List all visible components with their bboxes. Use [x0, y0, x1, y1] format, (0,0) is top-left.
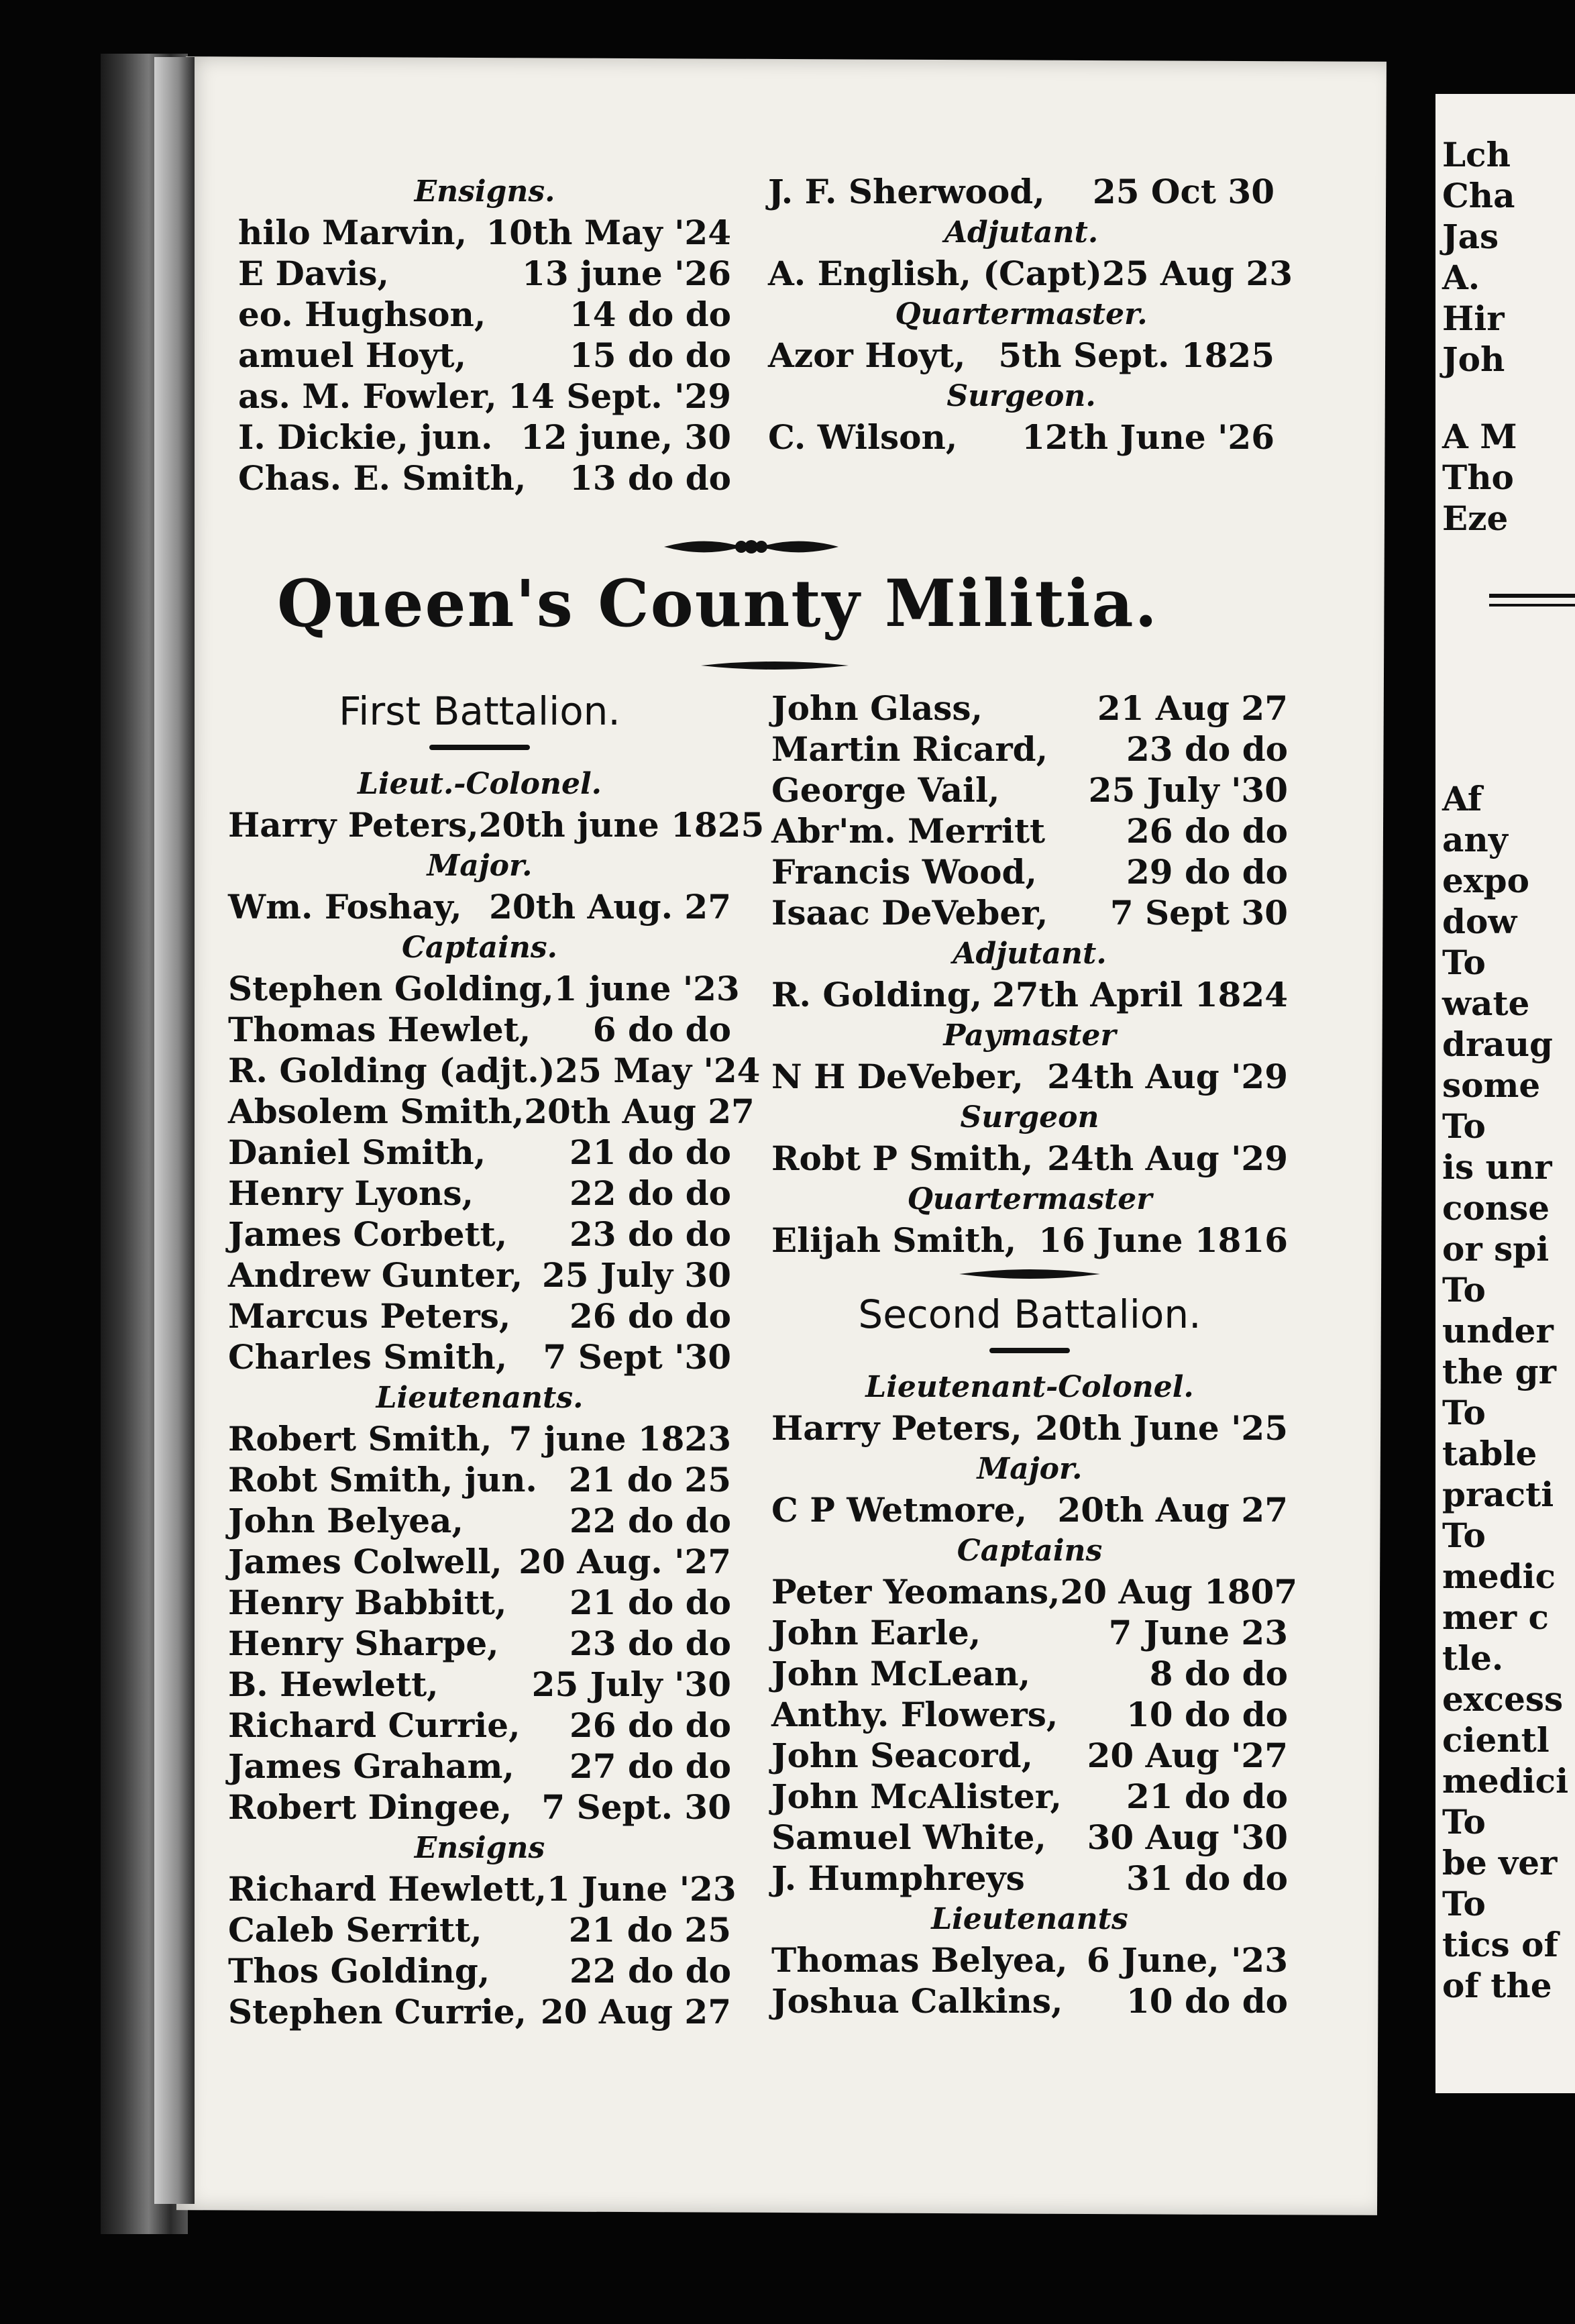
list-item	[238, 335, 731, 376]
list-item	[771, 1056, 1288, 1097]
officer-name: George Vail,	[771, 770, 1000, 810]
section-heading: Major.	[427, 849, 533, 883]
officer-name: Andrew Gunter,	[228, 1255, 523, 1295]
commission-date: 21 Aug 27	[1097, 688, 1288, 728]
list-item	[768, 171, 1274, 212]
officer-name: Richard Currie,	[228, 1705, 521, 1745]
commission-date: 7 Sept. 30	[541, 1787, 731, 1827]
list-item	[228, 1214, 731, 1255]
list-item	[228, 1336, 731, 1377]
page-title: Queen's County Militia.	[277, 566, 1158, 641]
officer-name: Absolem Smith,	[228, 1092, 525, 1131]
list-item	[228, 1664, 731, 1705]
officer-name: amuel Hoyt,	[238, 335, 467, 375]
page-edge	[154, 57, 195, 2204]
text-line: draug	[1442, 1024, 1554, 1064]
list-item	[771, 1858, 1288, 1899]
text-line: be ver	[1442, 1843, 1558, 1883]
battalion-title: First Battalion.	[339, 688, 620, 734]
commission-date: 25 July '30	[1088, 770, 1288, 810]
list-item	[228, 886, 731, 927]
text-line: any	[1442, 820, 1508, 859]
commission-date: 13 june '26	[522, 254, 731, 293]
text-line: To	[1442, 1393, 1486, 1432]
ornament-divider	[771, 1261, 1288, 1287]
commission-date: 1 June '23	[546, 1869, 737, 1909]
section-heading: Captains.	[402, 931, 557, 965]
section-heading: Major.	[977, 1452, 1083, 1486]
commission-date: 13 do do	[569, 458, 731, 498]
commission-date: 1 june '23	[553, 969, 740, 1008]
commission-date: 20 Aug. '27	[519, 1542, 731, 1581]
officer-name: Robt P Smith,	[771, 1139, 1034, 1178]
list-item	[771, 851, 1288, 892]
text-line: Lch	[1442, 135, 1511, 174]
officer-name: C. Wilson,	[768, 417, 958, 457]
commission-date: 27th April 1824	[991, 975, 1288, 1014]
officer-name: Harry Peters,	[771, 1408, 1022, 1448]
commission-date: 14 Sept. '29	[508, 376, 731, 416]
commission-date: 6 do do	[592, 1010, 731, 1049]
list-item	[228, 1050, 761, 1091]
list-item	[768, 253, 1293, 294]
list-item	[228, 1500, 731, 1541]
list-item	[228, 1787, 731, 1828]
officer-name: J. F. Sherwood,	[768, 172, 1045, 211]
top-left-column	[238, 171, 731, 498]
list-item	[228, 1868, 737, 1909]
list-item	[228, 1541, 731, 1582]
list-item	[228, 1705, 731, 1746]
commission-date: 24th Aug '29	[1047, 1139, 1288, 1178]
list-item	[238, 458, 731, 498]
list-item	[771, 1408, 1288, 1448]
text-line: the gr	[1442, 1352, 1556, 1391]
officer-name: Thomas Hewlet,	[228, 1010, 531, 1049]
text-line: To	[1442, 1270, 1486, 1310]
officer-name: Abr'm. Merritt	[771, 811, 1046, 851]
list-item	[238, 376, 731, 417]
commission-date: 26 do do	[1126, 811, 1288, 851]
officer-name: John McAlister,	[771, 1777, 1062, 1816]
officer-name: E Davis,	[238, 254, 389, 293]
commission-date: 23 do do	[569, 1624, 731, 1663]
list-item	[228, 804, 765, 845]
list-item	[228, 1909, 731, 1950]
commission-date: 8 do do	[1149, 1654, 1288, 1693]
list-item	[228, 1418, 731, 1459]
list-item	[771, 1694, 1288, 1735]
list-item	[771, 1980, 1288, 2021]
officer-name: B. Hewlett,	[228, 1665, 439, 1704]
commission-date: 30 Aug '30	[1087, 1817, 1288, 1857]
commission-date: 22 do do	[569, 1173, 731, 1213]
officer-name: Henry Babbitt,	[228, 1583, 507, 1622]
officer-name: Richard Hewlett,	[228, 1869, 547, 1909]
text-line: To	[1442, 1516, 1486, 1555]
commission-date: 25 May '24	[555, 1051, 761, 1090]
list-item	[771, 1735, 1288, 1776]
list-item	[228, 1132, 731, 1173]
section-heading: Quartermaster.	[895, 297, 1148, 331]
commission-date: 20th june 1825	[478, 805, 765, 845]
officer-name: Robert Dingee,	[228, 1787, 512, 1827]
section-heading: Lieut.-Colonel.	[358, 767, 602, 801]
list-item	[238, 212, 731, 253]
officer-name: Daniel Smith,	[228, 1132, 486, 1172]
list-item	[228, 1296, 731, 1336]
commission-date: 10 do do	[1126, 1981, 1288, 2021]
text-line: expo	[1442, 861, 1529, 900]
commission-date: 22 do do	[569, 1501, 731, 1540]
text-line: under	[1442, 1311, 1554, 1351]
officer-name: Marcus Peters,	[228, 1296, 511, 1336]
commission-date: 10th May '24	[486, 213, 731, 252]
officer-name: John Glass,	[771, 688, 983, 728]
commission-date: 14 do do	[569, 295, 731, 334]
officer-name: Henry Lyons,	[228, 1173, 474, 1213]
list-item	[771, 1220, 1288, 1261]
officer-name: Robt Smith, jun.	[228, 1460, 537, 1499]
commission-date: 21 do do	[569, 1583, 731, 1622]
facing-page	[1435, 94, 1575, 2093]
officer-name: Isaac DeVeber,	[771, 893, 1048, 933]
section-heading: Surgeon	[960, 1100, 1099, 1134]
commission-date: 25 Aug 23	[1101, 254, 1293, 293]
officer-name: R. Golding,	[771, 975, 983, 1014]
officer-name: Martin Ricard,	[771, 729, 1048, 769]
list-item	[228, 1623, 731, 1664]
commission-date: 16 June 1816	[1038, 1220, 1288, 1260]
section-heading: Lieutenants.	[376, 1381, 584, 1415]
section-heading: Captains	[957, 1534, 1103, 1568]
list-item	[771, 1776, 1288, 1817]
section-heading: Lieutenants	[931, 1902, 1128, 1936]
officer-name: Harry Peters,	[228, 805, 479, 845]
first-battalion-column	[228, 684, 765, 2032]
commission-date: 23 do do	[569, 1214, 731, 1254]
text-line: A.	[1442, 258, 1480, 297]
text-line: Eze	[1442, 498, 1509, 538]
divider	[1489, 594, 1575, 598]
commission-date: 21 do do	[569, 1132, 731, 1172]
section-heading: Adjutant.	[953, 937, 1107, 971]
commission-date: 25 July '30	[531, 1665, 731, 1704]
commission-date: 20 Aug 27	[540, 1992, 731, 2031]
text-line: mer c	[1442, 1597, 1549, 1637]
list-item	[238, 417, 731, 458]
officer-name: Robert Smith,	[228, 1419, 492, 1459]
commission-date: 31 do do	[1126, 1858, 1288, 1898]
list-item	[228, 1459, 731, 1500]
text-line: some	[1442, 1065, 1541, 1105]
list-item	[771, 810, 1288, 851]
officer-name: Stephen Currie,	[228, 1992, 527, 2031]
officer-name: John Belyea,	[228, 1501, 464, 1540]
commission-date: 24th Aug '29	[1047, 1057, 1288, 1096]
text-line: Af	[1442, 779, 1482, 818]
officer-name: Samuel White,	[771, 1817, 1046, 1857]
text-line: Jas	[1442, 217, 1499, 256]
section-heading: Ensigns	[414, 1831, 545, 1865]
list-item	[228, 1255, 731, 1296]
commission-date: 10 do do	[1126, 1695, 1288, 1734]
text-line: A M	[1442, 417, 1517, 456]
list-item	[228, 1746, 731, 1787]
list-item	[771, 1571, 1298, 1612]
commission-date: 20th June '25	[1035, 1408, 1288, 1448]
commission-date: 25 July 30	[541, 1255, 731, 1295]
section-heading: Quartermaster	[907, 1182, 1152, 1216]
list-item	[771, 729, 1288, 770]
ornament-divider	[701, 657, 849, 674]
commission-date: 21 do do	[1126, 1777, 1288, 1816]
text-line: is unr	[1442, 1147, 1552, 1187]
officer-name: R. Golding (adjt.)	[228, 1051, 555, 1090]
commission-date: 7 June 23	[1108, 1613, 1288, 1652]
list-item	[238, 294, 731, 335]
officer-name: J. Humphreys	[771, 1858, 1025, 1898]
officer-name: Caleb Serritt,	[228, 1910, 482, 1950]
text-line: Hir	[1442, 299, 1505, 338]
officer-name: James Colwell,	[228, 1542, 502, 1581]
divider	[1489, 604, 1575, 606]
commission-date: 12th June '26	[1022, 417, 1274, 457]
text-line: To	[1442, 1884, 1486, 1923]
officer-name: John Seacord,	[771, 1736, 1033, 1775]
commission-date: 15 do do	[569, 335, 731, 375]
officer-name: John McLean,	[771, 1654, 1031, 1693]
officer-name: Stephen Golding,	[228, 969, 554, 1008]
section-heading: Adjutant.	[944, 215, 1099, 250]
list-item	[771, 892, 1288, 933]
officer-name: Thos Golding,	[228, 1951, 490, 1991]
divider	[989, 1348, 1070, 1353]
officer-name: Henry Sharpe,	[228, 1624, 499, 1663]
commission-date: 21 do 25	[568, 1460, 731, 1499]
list-item	[771, 1653, 1288, 1694]
commission-date: 27 do do	[569, 1746, 731, 1786]
officer-name: Peter Yeomans,	[771, 1572, 1061, 1612]
list-item	[228, 968, 740, 1009]
list-item	[771, 974, 1288, 1015]
list-item	[771, 1940, 1288, 1980]
commission-date: 5th Sept. 1825	[998, 335, 1274, 375]
list-item	[238, 253, 731, 294]
commission-date: 21 do 25	[568, 1910, 731, 1950]
text-line: table	[1442, 1434, 1537, 1473]
officer-name: Chas. E. Smith,	[238, 458, 527, 498]
commission-date: 7 june 1823	[508, 1419, 731, 1459]
battalion-title: Second Battalion.	[858, 1291, 1201, 1337]
officer-name: A. English, (Capt)	[768, 254, 1102, 293]
officer-name: eo. Hughson,	[238, 295, 486, 334]
officer-name: I. Dickie, jun.	[238, 417, 493, 457]
section-heading: Paymaster	[943, 1018, 1116, 1053]
officer-name: Francis Wood,	[771, 852, 1037, 892]
list-item	[228, 1009, 731, 1050]
list-item	[228, 1173, 731, 1214]
commission-date: 23 do do	[1126, 729, 1288, 769]
text-line: wate	[1442, 984, 1530, 1023]
list-item	[771, 1489, 1288, 1530]
ornament-divider	[661, 530, 842, 564]
officer-name: C P Wetmore,	[771, 1490, 1028, 1530]
commission-date: 26 do do	[569, 1296, 731, 1336]
section-heading: Lieutenant-Colonel.	[865, 1370, 1194, 1404]
divider	[429, 745, 530, 750]
officer-name: John Earle,	[771, 1613, 981, 1652]
commission-date: 20 Aug '27	[1087, 1736, 1288, 1775]
text-line: conse	[1442, 1188, 1550, 1228]
commission-date: 12 june, 30	[521, 417, 731, 457]
list-item	[768, 417, 1274, 458]
officer-name: hilo Marvin,	[238, 213, 467, 252]
text-line: excess	[1442, 1679, 1564, 1719]
list-item	[228, 1091, 755, 1132]
list-item	[771, 688, 1288, 729]
commission-date: 20th Aug. 27	[489, 887, 731, 927]
section-heading: Ensigns.	[414, 174, 555, 209]
officer-name: Thomas Belyea,	[771, 1940, 1068, 1980]
text-line: medici	[1442, 1761, 1569, 1801]
officer-name: James Graham,	[228, 1746, 514, 1786]
list-item	[771, 1612, 1288, 1653]
commission-date: 6 June, '23	[1086, 1940, 1288, 1980]
commission-date: 20th Aug 27	[524, 1092, 755, 1131]
text-line: practi	[1442, 1475, 1554, 1514]
officer-name: as. M. Fowler,	[238, 376, 497, 416]
list-item	[228, 1950, 731, 1991]
commission-date: 22 do do	[569, 1951, 731, 1991]
list-item	[771, 770, 1288, 810]
text-line: Tho	[1442, 458, 1514, 497]
text-line: medic	[1442, 1556, 1556, 1596]
commission-date: 20th Aug 27	[1057, 1490, 1288, 1530]
commission-date: 7 Sept '30	[543, 1337, 731, 1377]
text-line: cientl	[1442, 1720, 1550, 1760]
list-item	[771, 1817, 1288, 1858]
text-line: To	[1442, 943, 1486, 982]
officer-name: Charles Smith,	[228, 1337, 508, 1377]
commission-date: 25 Oct 30	[1092, 172, 1274, 211]
officer-name: Azor Hoyt,	[768, 335, 966, 375]
officer-name: Anthy. Flowers,	[771, 1695, 1058, 1734]
section-heading: Surgeon.	[946, 379, 1096, 413]
text-line: tics of	[1442, 1925, 1558, 1964]
commission-date: 20 Aug 1807	[1060, 1572, 1298, 1612]
commission-date: 7 Sept 30	[1109, 893, 1288, 933]
officer-name: Wm. Foshay,	[228, 887, 462, 927]
text-line: Joh	[1442, 339, 1505, 379]
officer-name: Joshua Calkins,	[771, 1981, 1063, 2021]
officer-name: N H DeVeber,	[771, 1057, 1024, 1096]
text-line: To	[1442, 1106, 1486, 1146]
list-item	[228, 1582, 731, 1623]
officer-name: James Corbett,	[228, 1214, 508, 1254]
officer-name: Elijah Smith,	[771, 1220, 1017, 1260]
text-line: tle.	[1442, 1638, 1504, 1678]
text-line: Cha	[1442, 176, 1515, 215]
text-line: To	[1442, 1802, 1486, 1842]
commission-date: 26 do do	[569, 1705, 731, 1745]
right-column	[771, 688, 1298, 2021]
top-right-column	[768, 171, 1293, 458]
list-item	[228, 1991, 731, 2032]
list-item	[771, 1138, 1288, 1179]
commission-date: 29 do do	[1126, 852, 1288, 892]
text-line: dow	[1442, 902, 1517, 941]
list-item	[768, 335, 1274, 376]
text-line: of the	[1442, 1966, 1552, 2005]
text-line: or spi	[1442, 1229, 1550, 1269]
